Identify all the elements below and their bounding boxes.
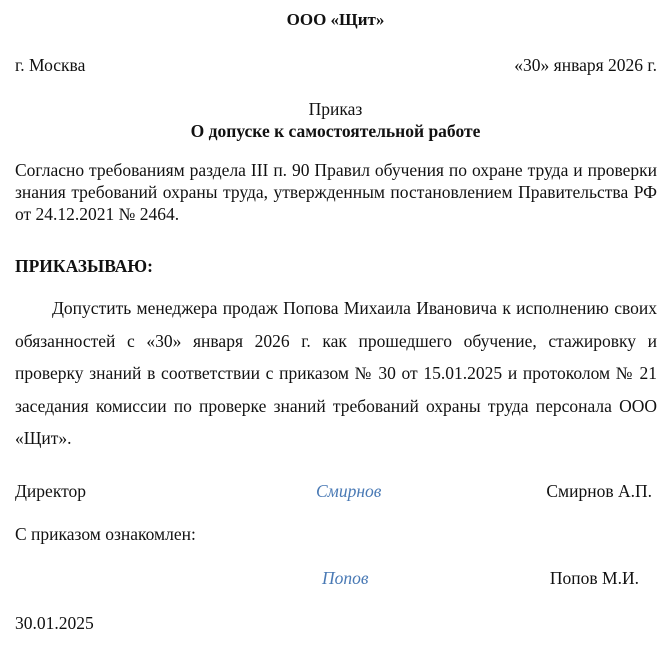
- director-role: Директор: [15, 481, 87, 501]
- order-basis-paragraph: Согласно требованиям раздела III п. 90 Правил обучения по охране труда и проверки знания требований охраны труда, утвержденным постановлением Правительства РФ от 24.12.2021 № 2464.: [15, 160, 657, 224]
- acknowledged-label: С приказом ознакомлен:: [15, 524, 196, 544]
- company-name: ООО «Щит»: [286, 10, 385, 29]
- acknowledgement-date: 30.01.2025: [15, 613, 94, 633]
- order-title: Приказ: [308, 99, 363, 119]
- director-name: Смирнов А.П.: [546, 481, 652, 501]
- order-directive-heading: ПРИКАЗЫВАЮ:: [15, 256, 153, 276]
- order-date: «30» января 2026 г.: [514, 55, 657, 75]
- director-signature: Смирнов: [316, 481, 382, 501]
- order-body-paragraph: Допустить менеджера продаж Попова Михаила Ивановича к исполнению своих обязанностей с «30» января 2026 г. как прошедшего обучение, стажировку и проверку знаний в соответствии с приказом № 30 от 15.01.2025 и протоколом № 21 заседания комиссии по проверке знаний требований охраны труда персонала ООО «Щит».: [15, 298, 657, 448]
- employee-signature: Попов: [322, 568, 369, 588]
- employee-name: Попов М.И.: [549, 568, 639, 588]
- city: г. Москва: [15, 55, 86, 75]
- order-subject: О допуске к самостоятельной работе: [190, 121, 481, 141]
